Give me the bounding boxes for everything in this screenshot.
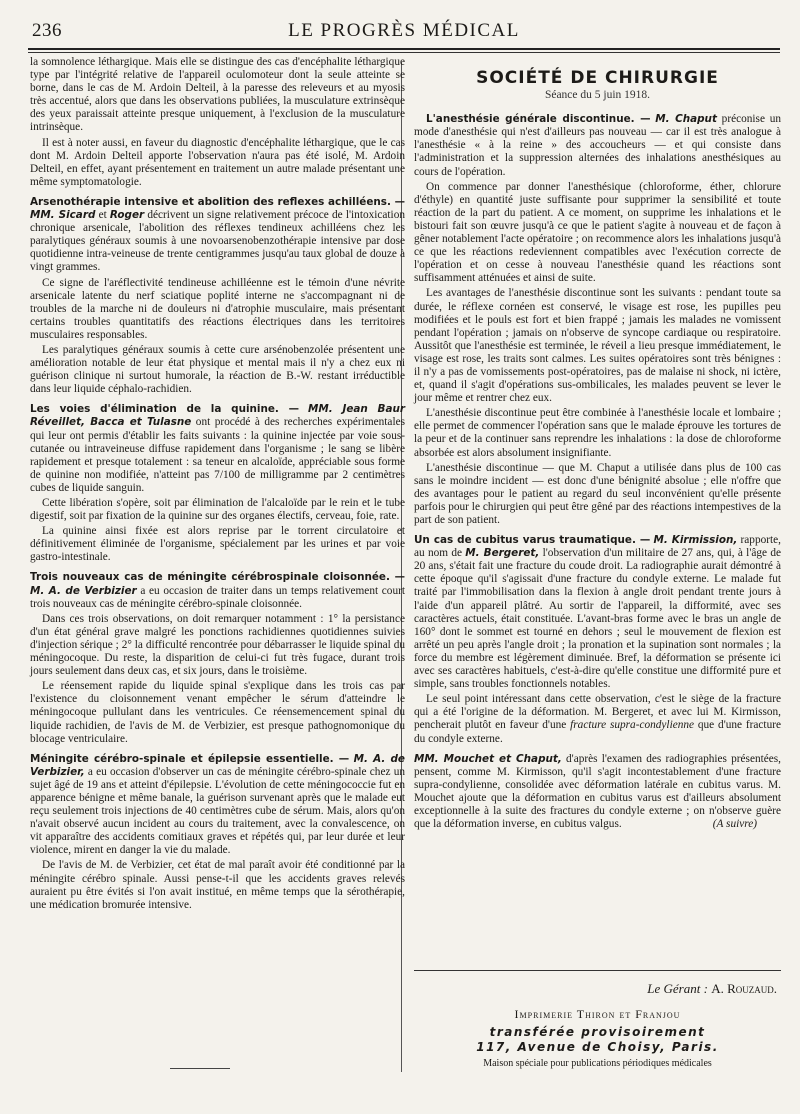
article-epilepsie (30, 753, 405, 858)
emphasis: fracture supra-condylienne (570, 719, 695, 732)
conjunction: et (95, 209, 110, 222)
paragraph-text: Le seul point intéressant dans cette observation, c'est le siège de la fracture qui a été l'origine de la déformation. M. Bergeret, et avec lui M. Kirmisson, pencherait plutôt en faveur d'une (414, 693, 781, 732)
article-text: ont procédé à des recherches expérimentales qui leur ont permis d'établir les faits suivants : la quinine injectée par voie sous-cutanée ou intraveineuse diffuse rapidement dans l'organisme ; le sang se libère rapidement et presque totalement : sa teneur en alcaloïde, appréciable sous forme de quinine non modifiée, n'atteint pas 7/100 de milligramme par 2 centimètres cubes de liquide sanguin. (30, 416, 405, 494)
article-heading: Trois nouveaux cas de méningite cérébrospinale cloisonnée. — (30, 571, 405, 584)
paragraph: Cette libération s'opère, soit par élimination de l'alcaloïde par le rein et le tube digestif, soit par fixation de la quinine sur des organes électifs, cerveau, foie, rate. (30, 497, 405, 523)
end-rule (170, 1068, 230, 1069)
paragraph: Les avantages de l'anesthésie discontinue sont les suivants : pendant toute sa durée, le réflexe cornéen est conservé, le visage est rose, les pupilles peu modifiées et le pouls est fort et bien frappé ; jamais les malades ne vomissent pendant l'opération ; jamais on n'observe de syncope cardiaque ou respiratoire. Aussitôt que l'anesthésie est terminée, le réveil a lieu presque immédiatement, le visage est rose, les traits sont calmes. Les suites opératoires sont très bénignes : il n'y a pas de vomissements post-opératoires, pas de malaise ni shock, ni ictère, et, quand il s'agit d'opérations sus-ombilicales, les malades peuvent se lever le jour même et rentrer chez eux. (414, 287, 781, 405)
article-author: Roger (109, 209, 145, 222)
paragraph: Dans ces trois observations, on doit remarquer notamment : 1° la persistance d'un état général grave malgré les ponctions rachidiennes quotidiennes suivies d'injection sérique ; 2° la difficulté rencontrée pour débarrasser le liquide spinal du méningocoque. Du reste, la disparition de celui-ci fut très fugace, durant trois jours seulement dans deux cas, et six jours, dans le troisième. (30, 612, 405, 678)
article-heading: Les voies d'élimination de la quinine. — (30, 403, 300, 416)
article-text: rapporte, au nom de (414, 534, 781, 560)
footer-rule (414, 970, 781, 971)
article-author: M. Bergeret, (465, 547, 540, 560)
paragraph: L'anesthésie discontinue — que M. Chaput a utilisée dans plus de 100 cas sans le moindre incident — est donc d'une bénignité absolue ; elle n'offre que des avantages pour le patient au regard du seul inconvénient qu'elle présente parfois pour le chirurgien qui peut être gêné par des réactions intempestives de la part de son patient. (414, 461, 781, 526)
article-heading: Un cas de cubitus varus traumatique. — (414, 534, 651, 547)
paragraph: L'anesthésie discontinue peut être combinée à l'anesthésie locale et lombaire ; elle permet de commencer l'opération sans que le malade éprouve les tortures de la peur et de la continuer sans reprendre les inhalations : la dose de chloroforme absorbée est alors absolument insignifiante. (414, 407, 781, 459)
journal-title: LE PROGRÈS MÉDICAL (288, 20, 520, 41)
gerant-label: Le Gérant : (647, 981, 712, 996)
article-heading: Arsenothérapie intensive et abolition des reflexes achilléens. — (30, 195, 405, 208)
page-number: 236 (32, 20, 62, 41)
paragraph: On commence par donner l'anesthésique (chloroforme, éther, chlorure d'éthyle) en quantité juste suffisante pour supprimer la sensibilité et toute réaction de la part du patient. A ce moment, on supprime les inhalations et le bistouri fait son œuvre jusqu'à ce que le patient s'agite à nouveau et de façon à gêner notablement l'acte opératoire ; on recommence alors les inhalations jusqu'à ce que les réactions redeviennent compatibles avec l'exécution correcte de l'opération et on cesse à nouveau l'anesthésie quand les réactions sont suffisamment atténuées et ainsi de suite. (414, 180, 781, 285)
article-text: décrivent un signe relativement précoce de l'intoxication chronique arsenicale, l'abolition des réflexes tendineux achilléens chez les paralytiques généraux soumis à une novoarsenobenzothérapie intensive par dose quotidienne intra-veineuse de trente centigrammes jusqu'au taux global de douze à vingt grammes. (30, 209, 405, 274)
printer-status: transférée provisoirement (489, 1025, 706, 1039)
paragraph: la somnolence léthargique. Mais elle se distingue des cas d'encéphalite léthargique type par l'intégrité relative de l'appareil oculomoteur dont la seule atteinte se borne, dans le cas de M. Ardoin Delteil, à la paresse des releveurs et au myosis très accentué, alors que dans les observations publiées, la musculature extrinsèque des yeux paraissait atteinte presque uniquement, à l'exclusion de la musculature intrinsèque. (30, 56, 405, 134)
printer-name: Imprimerie Thiron et Franjou (514, 1007, 681, 1021)
seance-date: Séance du 5 juin 1918. (544, 89, 651, 102)
article-author: MM. Jean Baur Réveillet, Bacca et Tulasne (30, 403, 405, 429)
article-author: M. Chaput (655, 113, 717, 126)
paragraph: Ce signe de l'aréflectivité tendineuse achilléenne est le témoin d'une névrite arsenicale latente du nerf sciatique poplité interne ne s'accompagnant ni de troubles de la marche ni de douleurs ni d'atrophie musculaire, mais présentant certains troubles quantitatifs des réactions électriques dans les territoires musculaires responsables. (30, 276, 405, 341)
printer-address: 117, Avenue de Choisy, Paris. (476, 1040, 719, 1054)
article-anesthesie (414, 113, 781, 178)
imprint-footer (414, 970, 781, 1069)
article-author: M. A. de Verbizier, (30, 752, 405, 778)
left-column (30, 56, 405, 914)
article-author: M. Kirmission, (653, 534, 738, 547)
paragraph: La quinine ainsi fixée est alors reprise par le torrent circulatoire et définitivement éliminée de l'organisme, spécialement par les urines et par voie gastro-intestinale. (30, 525, 405, 564)
article-text: préconise un mode d'anesthésie qui n'est d'ailleurs pas nouveau — car il est très analogue à l'anesthésie « à la reine » des accoucheurs — et qui consiste dans l'administration et la suppression alternées des inhalations anesthésiques au cours de l'opération. (414, 113, 782, 178)
right-column (414, 56, 781, 833)
article-meningite-cloisonnee (30, 571, 405, 610)
article-heading: Méningite cérébro-spinale et épilepsie essentielle. — (30, 752, 350, 765)
article-text: l'observation d'un militaire de 27 ans, qui, à l'âge de 20 ans, s'était fait une fracture du coude droit. La radiographie aurait démontré à cette époque qu'il s'agissait d'une fracture du condyle externe. Le malade fut traité par l'immobilisation dans la flexion à angle droit pendant trente jours à l'aide d'un appareil plâtré. Au sortir de l'appareil, la difformité, avec ses caractères actuels, était constituée. L'avant-bras forme avec le bras un angle de 160° dont le sommet est tourné en dehors ; seul le mouvement de flexion est arrêté un peu après l'angle droit ; la pronation et la supination sont normales ; la force du membre est légèrement diminuée. Bref, la déformation se présente ici avec ses caractères habituels, c'est-à-dire qu'elle constitue une difformité pure et simple, sans troubles fonctionnels notables. (414, 547, 781, 691)
paragraph: Le réensement rapide du liquide spinal s'explique dans les trois cas par l'existence du cloisonnement venant empêcher le sérum d'atteindre le méningocoque pullulant dans les ventricules. Ce réensemencement spinal du liquide rachidien, de l'avis de M. de Verbizier, est presque pathognomonique du blocage ventriculaire. (30, 680, 405, 745)
article-discussion (414, 753, 781, 832)
article-quinine (30, 403, 405, 495)
page-header (28, 18, 780, 50)
article-author: M. A. de Verbizier (30, 584, 137, 597)
society-title: SOCIÉTÉ DE CHIRURGIE (476, 68, 719, 88)
a-suivre: (A suivre) (712, 818, 757, 831)
article-author: MM. Mouchet et Chaput, (414, 752, 562, 765)
paragraph (414, 693, 781, 745)
gerant-name: A. Rouzaud. (711, 981, 777, 996)
paragraph: De l'avis de M. de Verbizier, cet état de mal paraît avoir été conditionné par la méningite cérébro spinale. Aussi pense-t-il que les accidents graves relevés auraient pu être évités si l'on avait institué, en même temps que la sérothérapie, une médication bromurée intensive. (30, 859, 405, 911)
article-author: MM. Sicard (30, 209, 96, 222)
paragraph: Les paralytiques généraux soumis à cette cure arsénobenzolée présentent une amélioration notable de leur état physique et mental mais il n'y a chez eux ni guérison clinique ni surtout humorale, la réaction de B.-W. restant irréductible dans leur liquide céphalo-rachidien. (30, 343, 405, 396)
paragraph-text: que d'une fracture du condyle externe. (414, 719, 781, 745)
article-heading: L'anesthésie générale discontinue. — (426, 113, 651, 126)
article-text: a eu occasion de traiter dans un temps relativement court trois nouveaux cas de méningite cérébro-spinale cloisonnée. (30, 584, 405, 610)
article-text: a eu occasion d'observer un cas de méningite cérébro-spinale chez un sujet âgé de 19 ans et atteint d'épilepsie. L'évolution de cette méningococcie fut en apparence bénigne et même banale, la guérison survenant après que le malade eut reçu seulement trois injections de 40 centimètres cube de sérum. Mais, alors qu'on n'avait observé aucun incident au cours du traitement, avec la convalescence, on vit apparaître des accidents comitiaux graves et répétés qui, par leur durée et leur violence, mirent en danger la vie du malade. (30, 765, 405, 857)
paragraph: Il est à noter aussi, en faveur du diagnostic d'encéphalite léthargique, que le cas dont M. Ardoin Delteil apporte l'observation n'aura pas été isolé, M. Ardoin Delteil, en effet, ayant présentement en traitement un autre malade présentant une même symptomatologie. (30, 136, 405, 188)
article-arsenotherapie (30, 196, 405, 275)
gerant (414, 981, 777, 997)
printer-specialty: Maison spéciale pour publications périodiques médicales (483, 1058, 712, 1069)
article-text: d'après l'examen des radiographies présentées, pensent, comme M. Kirmisson, qu'il s'agit incontestablement d'une fracture supra-condylienne, consolidée avec déformation latérale en cubitus varus. M. Mouchet ajoute que la déformation en cubitus varus est d'ailleurs absolument exceptionnelle à la suite des fractures du condyle externe ; on n'observe guère que la déformation inverse, en cubitus valgus. (414, 752, 781, 831)
article-cubitus-varus (414, 534, 781, 691)
